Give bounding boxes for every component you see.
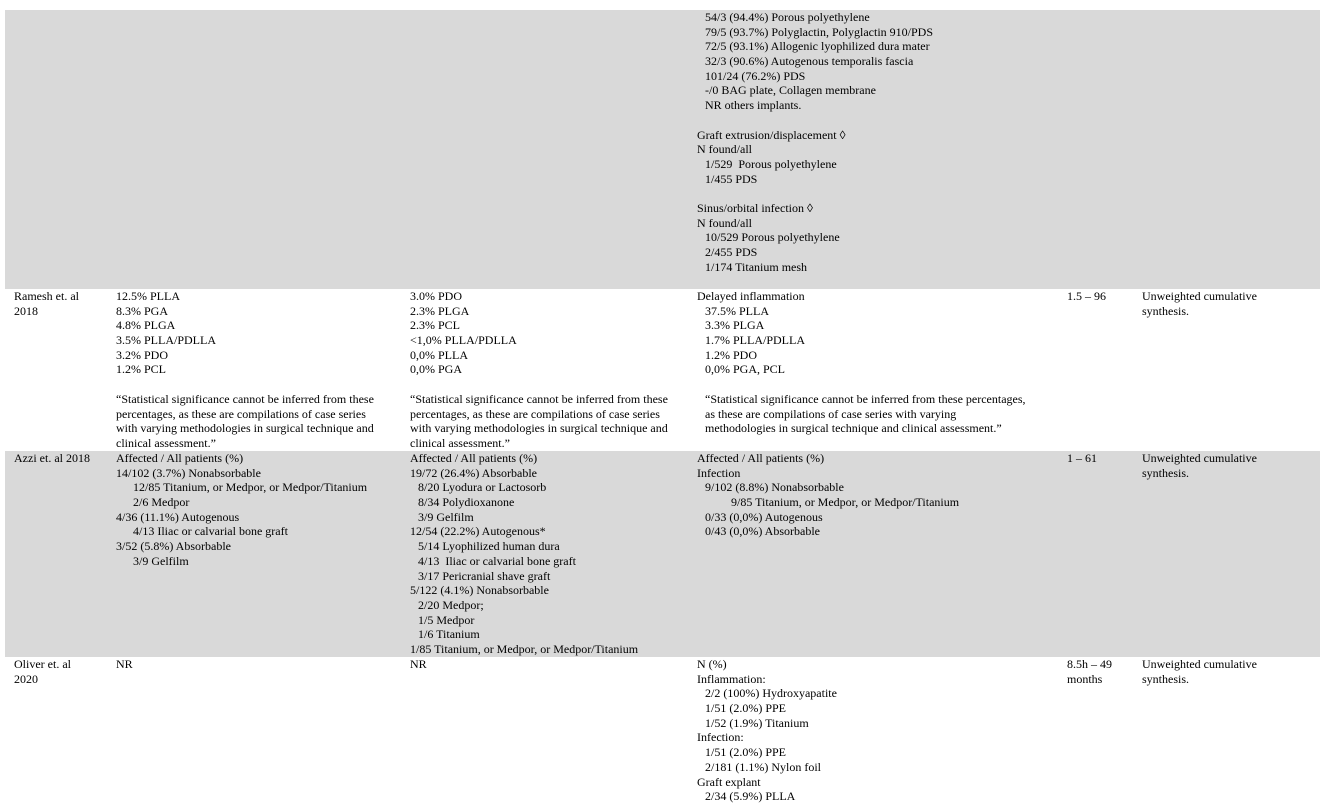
row1-study-cell (14, 289, 79, 318)
table-row-oliver (5, 657, 1320, 812)
cell-line: 1/85 Titanium, or Medpor, or Medpor/Titanium (410, 641, 639, 656)
cell-line: Sinus/orbital infection ◊ (697, 200, 813, 215)
cell-line: 8/34 Polydioxanone (418, 495, 515, 510)
cell-line: 1.2% PDO (705, 347, 758, 362)
cell-line: 1/52 (1.9%) Titanium (705, 715, 809, 730)
cell-line: 14/102 (3.7%) Nonabsorbable (116, 465, 261, 480)
cell-line: Inflammation: (697, 671, 766, 686)
cell-line: 1/51 (2.0%) PPE (705, 745, 786, 760)
cell-line: 54/3 (94.4%) Porous polyethylene (705, 10, 870, 24)
cell-line (116, 377, 374, 392)
cell-line: synthesis. (1142, 671, 1190, 686)
cell-line: <1,0% PLLA/PDLLA (410, 333, 517, 348)
cell-line: Affected / All patients (%) (410, 451, 538, 465)
row1-followup-cell: 1.5 – 96 (1067, 289, 1106, 303)
cell-line: months (1067, 671, 1103, 686)
cell-line: 19/72 (26.4%) Absorbable (410, 465, 537, 480)
cell-line: 1/529 Porous polyethylene (705, 156, 837, 171)
row3-followup-cell (1067, 657, 1112, 686)
cell-line: 4/13 Iliac or calvarial bone graft (418, 553, 576, 568)
cell-line: 1.2% PCL (116, 362, 167, 377)
cell-line: N (%) (697, 657, 727, 671)
cell-line: 3/52 (5.8%) Absorbable (116, 539, 231, 554)
cell-line: Graft extrusion/displacement ◊ (697, 127, 846, 142)
row3-complications-cell (697, 657, 837, 804)
cell-line: “Statistical significance cannot be inferred from these (116, 391, 374, 406)
cell-line: Delayed inflammation (697, 289, 805, 303)
cell-line: Oliver et. al (14, 657, 71, 671)
cell-line (410, 377, 668, 392)
row2-synthesis-cell (1142, 451, 1257, 480)
cell-line: clinical assessment.” (410, 435, 510, 450)
row0-complications-cell (697, 10, 933, 274)
cell-line: Infection: (697, 730, 744, 745)
cell-line: Unweighted cumulative (1142, 289, 1257, 303)
cell-line: 5/14 Lyophilized human dura (418, 539, 560, 554)
row2-followup-cell: 1 – 61 (1067, 451, 1097, 465)
row1-synthesis-cell (1142, 289, 1257, 318)
cell-line: 5/122 (4.1%) Nonabsorbable (410, 583, 549, 598)
row2-col3-cell (410, 451, 638, 657)
row1-col3-cell (410, 289, 668, 451)
cell-line: 2/181 (1.1%) Nylon foil (705, 759, 821, 774)
cell-line: 4.8% PLGA (116, 318, 176, 333)
cell-line: 3/9 Gelfilm (133, 553, 189, 568)
cell-line: with varying methodologies in surgical technique and (410, 421, 668, 436)
cell-line: 2/2 (100%) Hydroxyapatite (705, 686, 837, 701)
cell-line: as these are compilations of case series with varying (705, 406, 957, 421)
cell-line: 2/6 Medpor (133, 495, 190, 510)
cell-line: Affected / All patients (%) (697, 451, 825, 465)
cell-line: 2.3% PCL (410, 318, 461, 333)
cell-line: 3/17 Pericranial shave graft (418, 568, 551, 583)
cell-line: with varying methodologies in surgical technique and (116, 421, 374, 436)
cell-line: 8.5h – 49 (1067, 657, 1112, 671)
cell-line: “Statistical significance cannot be inferred from these (410, 391, 668, 406)
cell-line: clinical assessment.” (116, 435, 216, 450)
cell-line: 1/455 PDS (705, 171, 758, 186)
cell-line: 9/102 (8.8%) Nonabsorbable (705, 480, 844, 495)
cell-line: 0,0% PLLA (410, 347, 468, 362)
cell-line: 1/6 Titanium (418, 627, 480, 642)
cell-line: NR others implants. (705, 98, 802, 113)
cell-line: Graft explant (697, 774, 761, 789)
table-row-continuation (5, 10, 1320, 289)
cell-line: 1/174 Titanium mesh (705, 259, 808, 274)
cell-line: N found/all (697, 215, 752, 230)
row2-complications-cell (697, 451, 959, 539)
cell-line: synthesis. (1142, 303, 1190, 318)
cell-line: 10/529 Porous polyethylene (705, 230, 840, 245)
cell-line: Unweighted cumulative (1142, 657, 1257, 671)
cell-line: 3.3% PLGA (705, 318, 765, 333)
cell-line: 72/5 (93.1%) Allogenic lyophilized dura mater (705, 39, 930, 54)
row3-synthesis-cell (1142, 657, 1257, 686)
cell-line: Ramesh et. al (14, 289, 79, 303)
cell-line: 0/43 (0,0%) Absorbable (705, 524, 820, 539)
cell-line (697, 113, 933, 128)
row2-col2-cell (116, 451, 367, 569)
cell-line: N found/all (697, 142, 752, 157)
cell-line (697, 186, 933, 201)
cell-line: 0,0% PGA (410, 362, 463, 377)
cell-line: 4/13 Iliac or calvarial bone graft (133, 524, 288, 539)
cell-line: percentages, as these are compilations of case series (410, 406, 660, 421)
cell-line: Infection (697, 465, 741, 480)
cell-line: 101/24 (76.2%) PDS (705, 68, 806, 83)
row1-col2-cell (116, 289, 374, 451)
cell-line: Affected / All patients (%) (116, 451, 244, 465)
row2-study-cell (14, 451, 90, 466)
cell-line: 12/85 Titanium, or Medpor, or Medpor/Titanium (133, 480, 368, 495)
cell-line: 2.3% PLGA (410, 303, 470, 318)
cell-line: 8/20 Lyodura or Lactosorb (418, 480, 547, 495)
cell-line: percentages, as these are compilations of case series (116, 406, 366, 421)
cell-line: 9/85 Titanium, or Medpor, or Medpor/Titanium (731, 495, 960, 510)
cell-line: 3.0% PDO (410, 289, 463, 303)
cell-line: 0,0% PGA, PCL (705, 362, 786, 377)
cell-line: Unweighted cumulative (1142, 451, 1257, 465)
cell-line: Azzi et. al 2018 (14, 451, 90, 465)
cell-line: 12.5% PLLA (116, 289, 180, 303)
cell-line: 3.5% PLLA/PDLLA (116, 333, 216, 348)
cell-line: -/0 BAG plate, Collagen membrane (705, 83, 876, 98)
cell-line: synthesis. (1142, 465, 1190, 480)
cell-line: 37.5% PLLA (705, 303, 769, 318)
cell-line: 79/5 (93.7%) Polyglactin, Polyglactin 910/PDS (705, 24, 933, 39)
cell-line (697, 377, 1026, 392)
cell-line: 1/5 Medpor (418, 612, 475, 627)
cell-line: 4/36 (11.1%) Autogenous (116, 509, 240, 524)
cell-line: 2020 (14, 671, 38, 686)
row3-study-cell (14, 657, 71, 686)
cell-line: 12/54 (22.2%) Autogenous* (410, 524, 546, 539)
cell-line: 1/51 (2.0%) PPE (705, 701, 786, 716)
row3-col2-cell: NR (116, 657, 133, 671)
cell-line: 8.3% PGA (116, 303, 169, 318)
cell-line: 1.7% PLLA/PDLLA (705, 333, 805, 348)
cell-line: 2/34 (5.9%) PLLA (705, 789, 796, 804)
row3-col3-cell: NR (410, 657, 427, 671)
cell-line: methodologies in surgical technique and clinical assessment.” (705, 421, 1002, 436)
cell-line: 3.2% PDO (116, 347, 169, 362)
cell-line: 2/20 Medpor; (418, 597, 484, 612)
cell-line: 2018 (14, 303, 38, 318)
cell-line: 2/455 PDS (705, 245, 758, 259)
row1-complications-cell (697, 289, 1026, 436)
cell-line: 0/33 (0,0%) Autogenous (705, 509, 823, 524)
cell-line: 3/9 Gelfilm (418, 509, 474, 524)
cell-line: 32/3 (90.6%) Autogenous temporalis fascia (705, 54, 914, 69)
cell-line: “Statistical significance cannot be inferred from these percentages, (705, 391, 1026, 406)
